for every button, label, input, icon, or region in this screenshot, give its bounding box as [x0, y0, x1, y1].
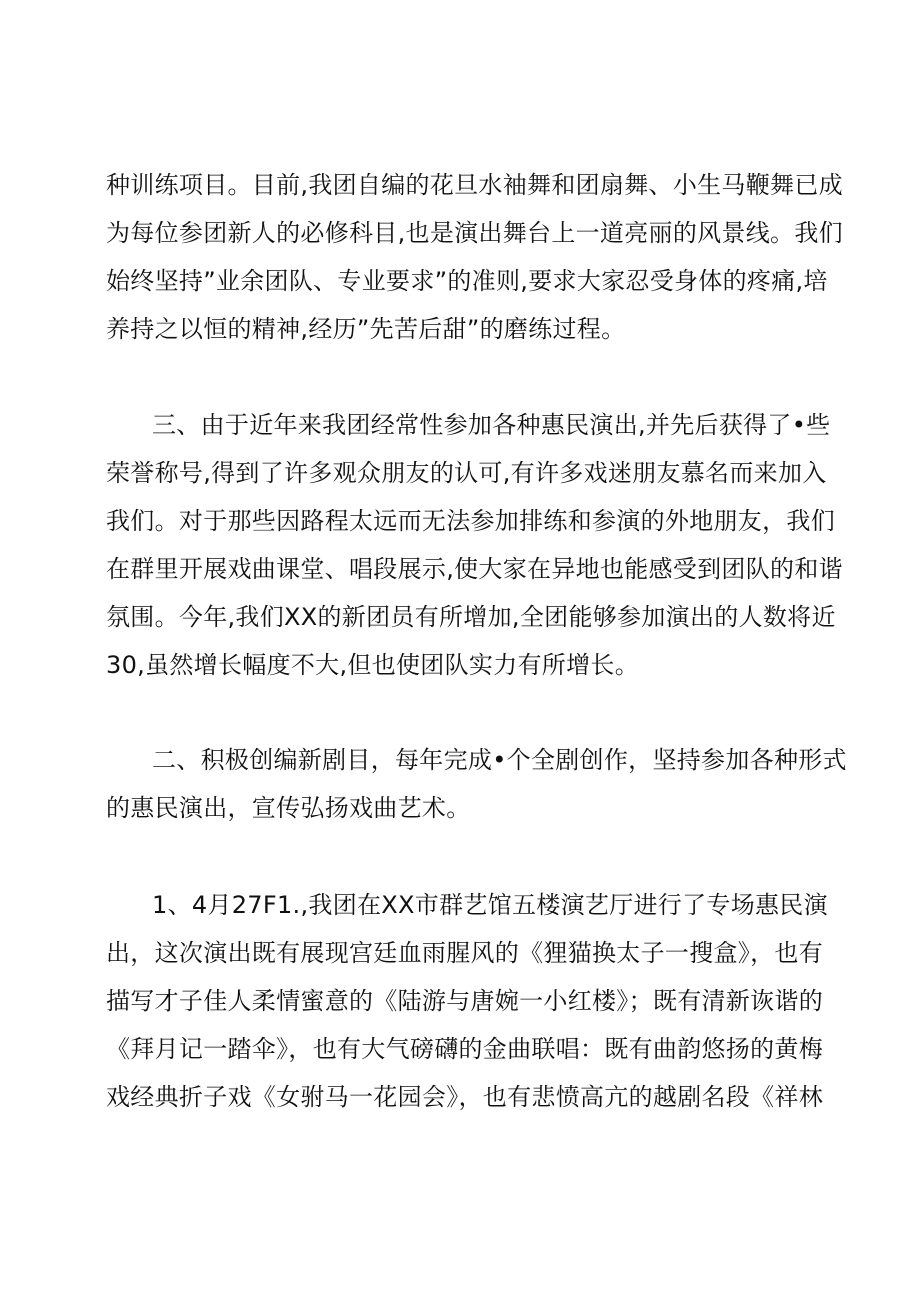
- text-line: 出，这次演出既有展现宫廷血雨腥风的《狸猫换太子一搜盒》，也有: [106, 939, 823, 967]
- text-line: 始终坚持”业余团队、专业要求”的准则,要求大家忍受身体的疼痛,培: [106, 267, 828, 295]
- text-line: 1、4月27F1.,我团在XX市群艺馆五楼演艺厅进行了专场惠民演: [152, 891, 828, 919]
- text-line: 为每位参团新人的必修科目,也是演出舞台上一道亮丽的风景线。我们: [106, 219, 843, 247]
- text-line: 二、积极创编新剧目，每年完成•个全剧创作，坚持参加各种形式: [152, 746, 847, 774]
- text-line: 戏经典折子戏《女驸马一花园会》，也有悲愤高亢的越剧名段《祥林: [106, 1083, 823, 1111]
- text-line: 氛围。今年,我们XX的新团员有所增加,全团能够参加演出的人数将近: [106, 603, 836, 631]
- paragraph-section-two: [106, 736, 847, 832]
- text-line: 三、由于近年来我团经常性参加各种惠民演出,并先后获得了•些: [152, 411, 831, 439]
- text-line: 描写才子佳人柔情蜜意的《陆游与唐婉一小红楼》；既有清新诙谐的: [106, 987, 823, 1015]
- text-line: 30,虽然增长幅度不大,但也使团队实力有所增长。: [106, 651, 639, 679]
- text-line: 荣誉称号,得到了许多观众朋友的认可,有许多戏迷朋友慕名而来加入: [106, 459, 827, 487]
- text-line: 的惠民演出，宣传弘扬戏曲艺术。: [106, 794, 471, 822]
- paragraph-item-one: [106, 881, 826, 1121]
- text-line: 我们。对于那些因路程太远而无法参加排练和参演的外地朋友，我们: [106, 507, 835, 535]
- paragraph-section-three: [106, 401, 843, 689]
- text-line: 在群里开展戏曲课堂、唱段展示,使大家在异地也能感受到团队的和谐: [106, 555, 843, 583]
- text-line: 养持之以恒的精神,经历”先苦后甜”的磨练过程。: [106, 315, 626, 343]
- text-line: 《拜月记一踏伞》，也有大气磅礴的金曲联唱：既有曲韵悠扬的黄梅: [106, 1035, 823, 1063]
- text-line: 种训练项目。目前,我团自编的花旦水袖舞和团扇舞、小生马鞭舞已成: [106, 171, 843, 199]
- paragraph-training: [106, 161, 843, 353]
